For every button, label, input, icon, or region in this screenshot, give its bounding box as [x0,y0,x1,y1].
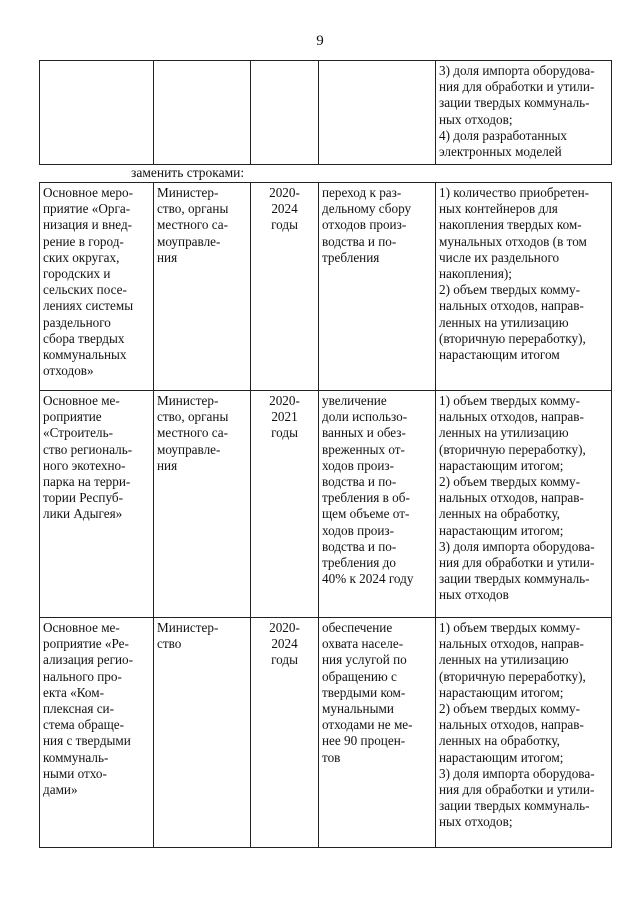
table-cell [40,61,154,165]
period-cell: 2020- 2024 годы [251,183,319,391]
replacement-table [39,182,612,848]
period-cell: 2020- 2024 годы [251,618,319,848]
indicator-cell: 3) доля импорта оборудова- ния для обработки и утили- зации твердых коммуналь- ных отходов; 4) доля разработанных электронных моделей [436,61,612,165]
result-cell: обеспечение охвата населе- ния услугой по обращению с твердыми ком- мунальными отходами не ме- нее 90 процен- тов [319,618,436,848]
result-cell: переход к раз- дельному сбору отходов произ- водства и по- требления [319,183,436,391]
executor-cell: Министер- ство, органы местного са- моуправле- ния [154,391,251,618]
executor-cell: Министер- ство [154,618,251,848]
executor-cell: Министер- ство, органы местного са- моуправле- ния [154,183,251,391]
table-cell [319,61,436,165]
table-cell [154,61,251,165]
indicator-cell: 1) объем твердых комму- нальных отходов, направ- ленных на утилизацию (вторичную переработку), нарастающим итогом; 2) объем твердых комму- нальных отходов, направ- ленных на обработку, нарастающим итогом; 3) доля импорта оборудова- ния для обработки и утили- зации твердых коммуналь- ных отходов [436,391,612,618]
measure-cell: Основное ме- роприятие «Ре- ализация регио- нального про- екта «Ком- плексная си- стема обраще- ния с твердыми коммуналь- ными отхо- дами» [40,618,154,848]
indicator-cell: 1) объем твердых комму- нальных отходов, направ- ленных на утилизацию (вторичную переработку), нарастающим итогом; 2) объем твердых комму- нальных отходов, направ- ленных на обработку, нарастающим итогом; 3) доля импорта оборудова- ния для обработки и утили- зации твердых коммуналь- ных отходов; [436,618,612,848]
measure-cell: Основное меро- приятие «Орга- низация и внед- рение в город- ских округах, городских и сельских посе- лениях системы раздельного сбора твердых коммунальных отходов» [40,183,154,391]
period-cell: 2020- 2021 годы [251,391,319,618]
table-row [40,183,612,391]
replace-instruction: заменить строками: [131,165,245,180]
continued-table [39,60,612,165]
table-cell [251,61,319,165]
table-row [40,618,612,848]
indicator-cell: 1) количество приобретен- ных контейнеров для накопления твердых ком- мунальных отходов (в том числе их раздельного накопления); 2) объем твердых комму- нальных отходов, направ- ленных на утилизацию (вторичную переработку), нарастающим итогом [436,183,612,391]
measure-cell: Основное ме- роприятие «Строитель- ство региональ- ного экотехно- парка на терри- тории Респуб- лики Адыгея» [40,391,154,618]
table-row [40,61,612,165]
result-cell: увеличение доли использо- ванных и обез- вреженных от- ходов произ- водства и по- требления в об- щем объеме от- ходов произ- водства и по- требления до 40% к 2024 году [319,391,436,618]
page-number: 9 [316,33,324,49]
table-row [40,391,612,618]
